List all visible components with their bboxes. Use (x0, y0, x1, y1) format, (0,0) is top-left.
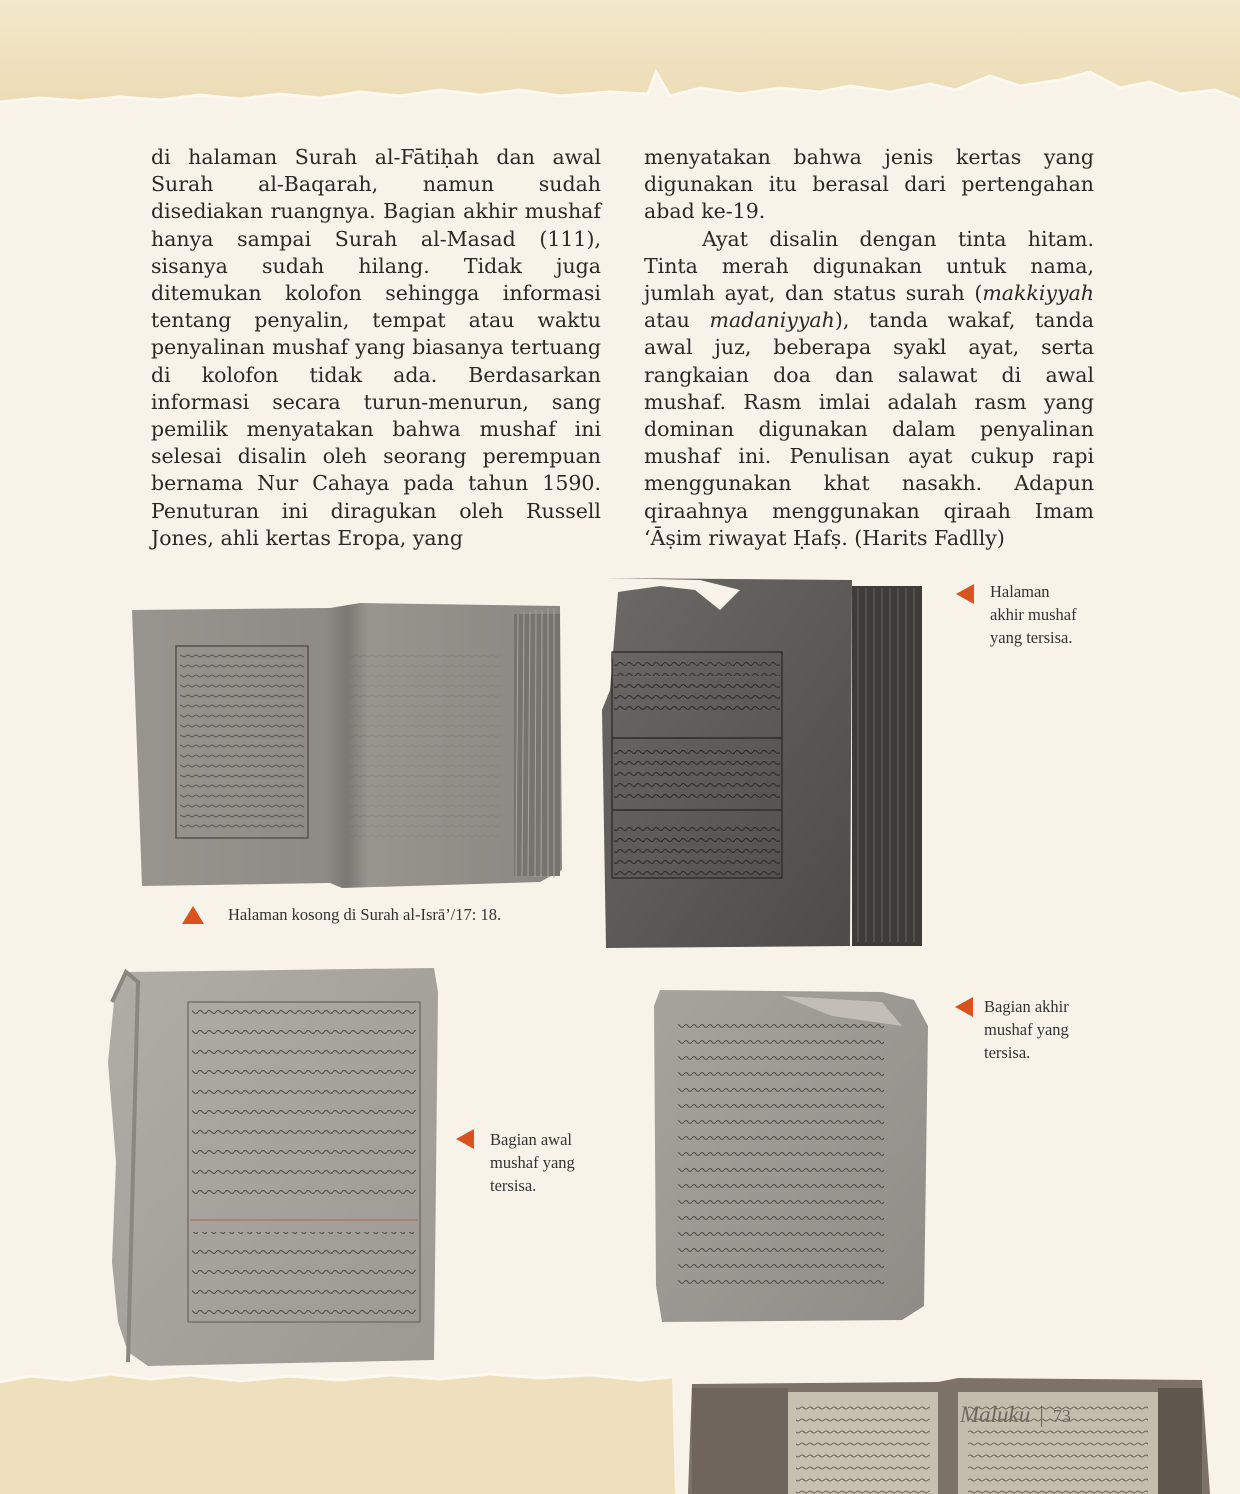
section-name: Maluku (960, 1402, 1031, 1427)
paragraph (644, 226, 1094, 552)
caption-start-part: Bagian awal mushaf yang tersisa. (490, 1130, 575, 1195)
caption-end-part: Bagian akhir mushaf yang tersisa. (984, 997, 1069, 1062)
photo-bottom-manuscript (688, 1378, 1212, 1494)
text-run: atau (644, 308, 710, 333)
caption-last-page: Halaman akhir mushaf yang tersisa. (990, 582, 1077, 647)
text-column-right (644, 144, 1094, 552)
page-number: 73 (1052, 1406, 1071, 1426)
paragraph: di halaman Surah al-Fātiḥah dan awal Surah al-Baqarah, namun sudah disediakan ruangnya. Bagian akhir mushaf hanya sampai Surah al-Masad (111), sisanya sudah hilang. Tidak juga ditemukan kolofon sehingga informasi tentang penyalin, tempat atau waktu penyalinan mushaf yang biasanya tertuang di kolofon tidak ada. Berdasarkan informasi secara turun-menurun, sang pemilik menyatakan bahwa mushaf ini selesai disalin oleh seorang perempuan bernama Nur Cahaya pada tahun 1590. Penuturan ini diragukan oleh Russell Jones, ahli kertas Eropa, yang (151, 145, 601, 550)
footer-separator: | (1039, 1402, 1044, 1427)
triangle-left-icon (955, 997, 973, 1017)
triangle-left-icon (456, 1129, 474, 1149)
text-run: ), tanda wakaf, tanda awal juz, beberapa syakl ayat, serta rangkaian doa dan salawat di awal mushaf. Rasm imlai adalah rasm yang dominan digunakan dalam penyalinan mushaf ini. Penulisan ayat cukup rapi menggunakan khat nasakh. Adapun qiraahnya menggunakan qiraah Imam ‘Āṣim riwayat Ḥafṣ. (Harits Fadlly) (644, 308, 1094, 550)
page-footer (960, 1402, 1071, 1428)
torn-paper-top (0, 0, 1240, 112)
triangle-up-icon (182, 906, 204, 924)
photo-last-page (600, 570, 926, 952)
text-run: Ayat disalin dengan tinta hitam. Tinta merah digunakan untuk nama, jumlah ayat, dan status surah ( (644, 226, 1094, 306)
italic-term: madaniyyah (709, 308, 835, 333)
text-column-left (151, 144, 601, 552)
italic-term: makkiyyah (982, 281, 1094, 306)
photo-end-part (652, 986, 932, 1324)
photo-start-part (108, 962, 442, 1368)
photo-open-manuscript (130, 600, 566, 890)
paragraph: menyatakan bahwa jenis kertas yang digunakan itu berasal dari pertengahan abad ke-19. (644, 145, 1094, 224)
triangle-left-icon (956, 584, 974, 604)
torn-paper-bottom (0, 1372, 675, 1494)
caption-blank-page: Halaman kosong di Surah al-Isrā’/17: 18. (228, 905, 502, 924)
